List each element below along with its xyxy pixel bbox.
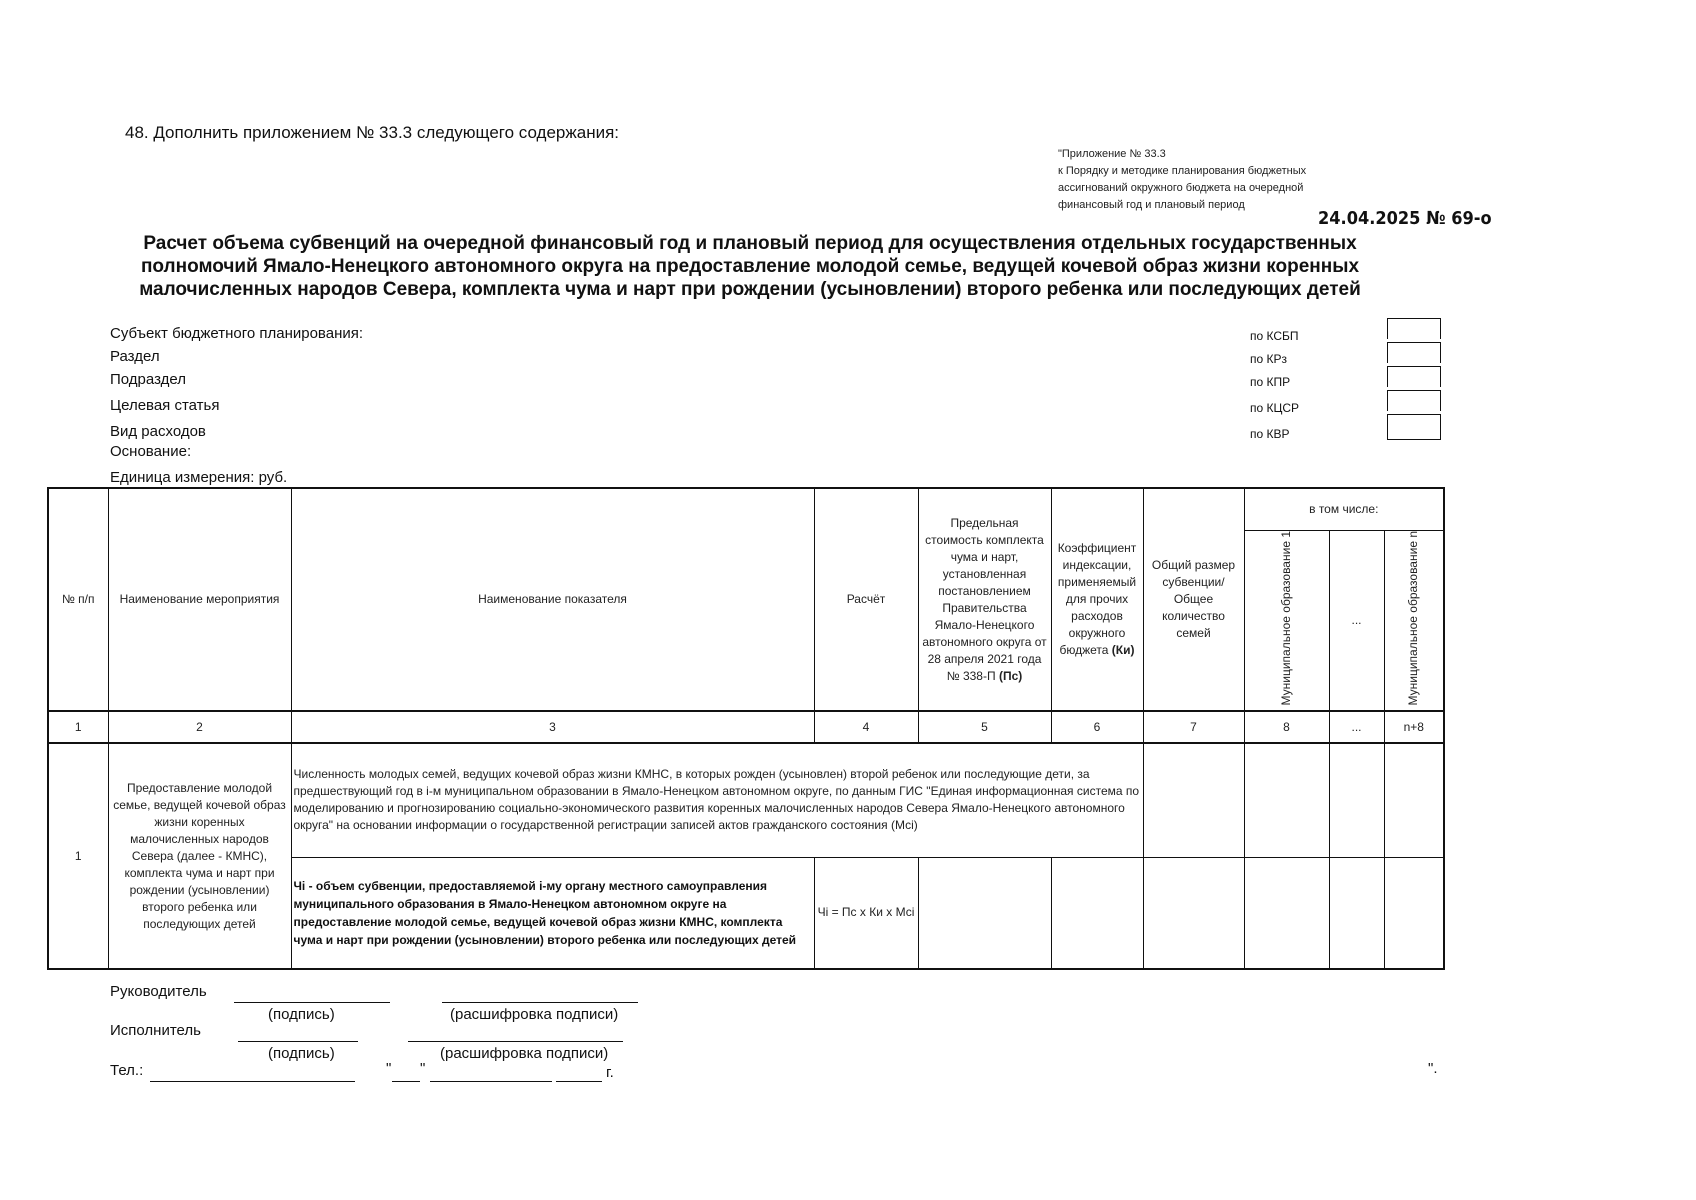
code-box-kvr[interactable] (1387, 414, 1441, 440)
cell-total-1[interactable] (1143, 743, 1244, 857)
title-line: полномочий Ямало-Ненецкого автономного округа на предоставление молодой семье, ведущей кочевой образ жизни коренных (140, 256, 1360, 277)
date-quote-close: " (420, 1060, 426, 1077)
col-number: n+8 (1384, 711, 1444, 743)
title-line: малочисленных народов Севера, комплекта чума и нарт при рождении (усыновлении) второго ребенка или последующих детей (139, 279, 1361, 300)
date-day-line[interactable] (392, 1081, 420, 1082)
head-sign-hint: (подпись) (268, 1006, 335, 1023)
document-stamp: 24.04.2025 № 69-о (1318, 208, 1492, 229)
header-mun-1-text: Муниципальное образование 1 (1279, 530, 1293, 705)
title-line: Расчет объема субвенций на очередной финансовый год и плановый период для осуществления отдельных государственных (143, 233, 1357, 254)
executor-decode-hint: (расшифровка подписи) (440, 1045, 609, 1062)
row-indicator-volume (291, 857, 814, 969)
document-title (100, 232, 1400, 301)
header-coef-text: Коэффициент индексации, применяемый для прочих расходов окружного бюджета (1057, 541, 1137, 657)
row-indicator-volume-text: Чi - объем субвенции, предоставляемой i-му органу местного самоуправления муниципального образования в Ямало-Ненецком автономном округе на предоставление молодой семье, ведущей кочевой образ жизни КМНС, комплекта чума и нарт при рождении (усыновлении) второго ребенка или последующих детей (293, 878, 797, 947)
header-including: в том числе: (1244, 488, 1444, 530)
appendix-line: "Приложение № 33.3 (1058, 148, 1166, 160)
phone-line[interactable] (150, 1081, 355, 1082)
closing-quote: ". (1428, 1060, 1438, 1077)
head-decode-line[interactable] (442, 1002, 638, 1003)
cell-mun1-2[interactable] (1244, 857, 1329, 969)
date-year-line[interactable] (556, 1081, 602, 1082)
field-unit: Единица измерения: руб. (110, 469, 288, 486)
cell-coef-2[interactable] (1051, 857, 1143, 969)
code-kpr: по КПР (1250, 375, 1291, 389)
code-ksbp: по КСБП (1250, 329, 1299, 343)
executor-label: Исполнитель (110, 1022, 201, 1039)
header-num: № п/п (48, 488, 108, 711)
code-box-krz[interactable] (1387, 342, 1441, 363)
code-box-kpr[interactable] (1387, 366, 1441, 387)
col-number: 3 (291, 711, 814, 743)
executor-sign-hint: (подпись) (268, 1045, 335, 1062)
date-year-suffix: г. (606, 1064, 614, 1081)
head-label: Руководитель (110, 983, 207, 1000)
date-quote-open: " (386, 1060, 392, 1077)
row-formula: Чi = Пс x Ки x Мсi (814, 857, 918, 969)
paragraph-48: 48. Дополнить приложением № 33.3 следующего содержания: (125, 123, 620, 142)
row-indicator-count: Численность молодых семей, ведущих кочевой образ жизни КМНС, в которых рожден (усыновлен) второй ребенок или последующие дети, за предшествующий год в i-м муниципальном образовании в Ямало-Ненецком автономном округе, по данным ГИС "Единая информационная система по моделированию и прогнозированию социально-экономического развития коренных малочисленных народов Севера Ямало-Ненецкого автономного округа" на основании информации о государственной регистрации записей актов гражданского состояния (Мсi) (291, 743, 1143, 857)
header-cost-symbol: (Пс) (998, 668, 1023, 683)
code-krz: по КРз (1250, 352, 1288, 366)
field-expense: Вид расходов (110, 423, 206, 440)
cell-mun1-1[interactable] (1244, 743, 1329, 857)
executor-sign-line[interactable] (238, 1041, 358, 1042)
col-number: 1 (48, 711, 108, 743)
header-mun-n (1384, 530, 1444, 711)
appendix-line: к Порядку и методике планирования бюджетных (1058, 165, 1307, 177)
field-subsection: Подраздел (110, 371, 186, 388)
head-decode-hint: (расшифровка подписи) (450, 1006, 619, 1023)
header-event: Наименование мероприятия (108, 488, 291, 711)
field-subject: Субъект бюджетного планирования: (110, 325, 364, 342)
head-sign-line[interactable] (234, 1002, 390, 1003)
cell-total-2[interactable] (1143, 857, 1244, 969)
subvention-table (47, 487, 1445, 970)
col-number: 7 (1143, 711, 1244, 743)
cell-munn-1[interactable] (1384, 743, 1444, 857)
row-num: 1 (48, 743, 108, 969)
header-mun-n-text: Муниципальное образование n (1406, 530, 1421, 705)
appendix-line: финансовый год и плановый период (1058, 199, 1245, 211)
executor-decode-line[interactable] (408, 1041, 623, 1042)
code-kvr: по КВР (1250, 427, 1290, 441)
header-cost-text: Предельная стоимость комплекта чума и нарт, установленная постановлением Правительства Ямало-Ненецкого автономного округа от 28 апреля 2021 года № 338-П (922, 515, 1047, 683)
header-mun-1 (1244, 530, 1329, 711)
date-month-line[interactable] (430, 1081, 552, 1082)
cell-munn-2[interactable] (1384, 857, 1444, 969)
code-box-ksbp[interactable] (1387, 318, 1441, 339)
appendix-line: ассигнований окружного бюджета на очередной (1058, 182, 1304, 194)
cell-cost-2[interactable] (918, 857, 1051, 969)
cell-dots-1[interactable] (1329, 743, 1384, 857)
header-total: Общий размер субвенции/ Общее количество семей (1143, 488, 1244, 711)
col-number: 2 (108, 711, 291, 743)
header-calc: Расчёт (814, 488, 918, 711)
appendix-header (1058, 146, 1306, 214)
cell-dots-2[interactable] (1329, 857, 1384, 969)
col-number: 8 (1244, 711, 1329, 743)
header-indicator: Наименование показателя (291, 488, 814, 711)
col-number: 6 (1051, 711, 1143, 743)
field-target: Целевая статья (110, 397, 220, 414)
header-coef (1051, 488, 1143, 711)
col-number: 4 (814, 711, 918, 743)
field-section: Раздел (110, 348, 160, 365)
header-cost (918, 488, 1051, 711)
header-coef-symbol: (Ки) (1111, 643, 1135, 657)
code-kcsr: по КЦСР (1250, 401, 1300, 415)
row-event: Предоставление молодой семье, ведущей кочевой образ жизни коренных малочисленных народов Севера (далее - КМНС), комплекта чума и нарт при рождении (усыновлении) второго ребенка или последующих детей (108, 743, 291, 969)
col-number: 5 (918, 711, 1051, 743)
col-number: ... (1329, 711, 1384, 743)
field-basis: Основание: (110, 443, 192, 460)
code-box-kcsr[interactable] (1387, 390, 1441, 411)
header-dots: ... (1329, 530, 1384, 711)
phone-label: Тел.: (110, 1062, 144, 1079)
